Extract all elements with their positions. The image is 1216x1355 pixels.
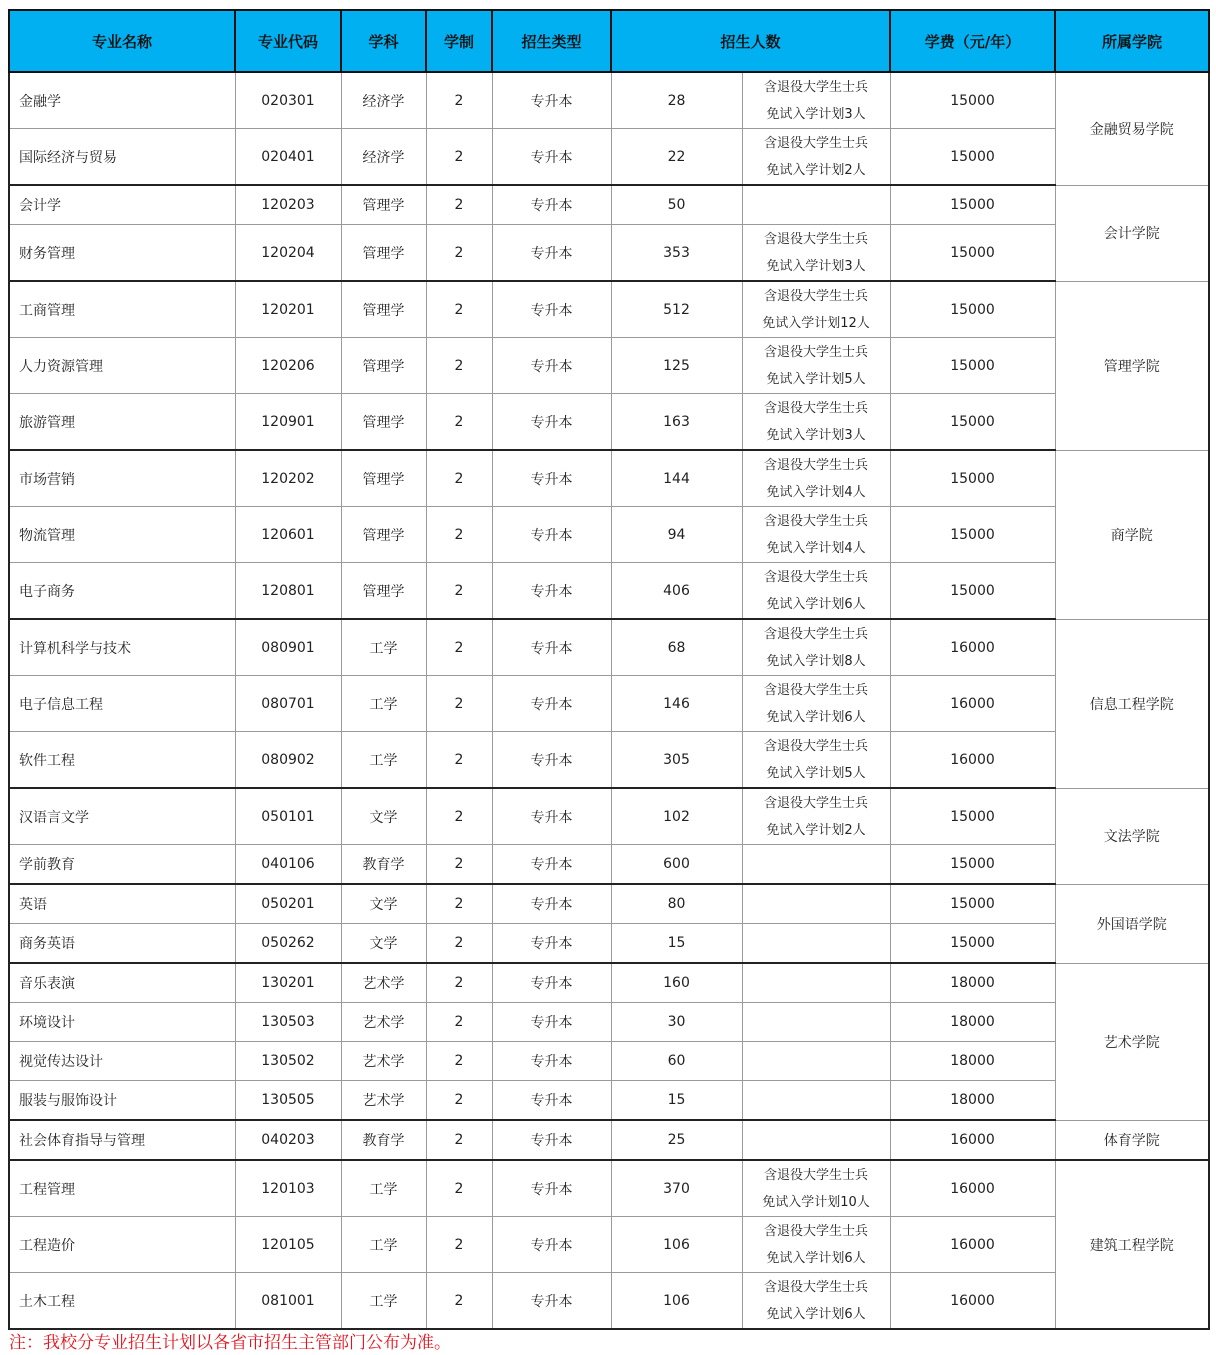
header-college: 所属学院 bbox=[1055, 10, 1209, 72]
veteran-note-cell bbox=[742, 732, 890, 789]
tuition-cell: 15000 bbox=[890, 394, 1055, 451]
major-code-cell: 080901 bbox=[235, 619, 341, 676]
subject-cell: 工学 bbox=[341, 732, 426, 789]
veteran-note-line: 含退役大学生士兵 bbox=[764, 513, 869, 529]
table-row bbox=[9, 845, 1209, 885]
veteran-note-cell bbox=[742, 450, 890, 507]
veteran-note-cell bbox=[742, 72, 890, 129]
veteran-note-cell bbox=[742, 1120, 890, 1160]
enroll-count-cell: 106 bbox=[611, 1217, 742, 1273]
subject-cell: 教育学 bbox=[341, 1120, 426, 1160]
subject-cell: 教育学 bbox=[341, 845, 426, 885]
major-code-cell: 120103 bbox=[235, 1160, 341, 1217]
duration-cell: 2 bbox=[426, 507, 492, 563]
subject-cell: 管理学 bbox=[341, 507, 426, 563]
table-row bbox=[9, 507, 1209, 563]
duration-cell: 2 bbox=[426, 72, 492, 129]
table-row bbox=[9, 963, 1209, 1003]
enroll-type-cell: 专升本 bbox=[492, 884, 611, 924]
major-code-cell: 130201 bbox=[235, 963, 341, 1003]
duration-cell: 2 bbox=[426, 924, 492, 964]
college-cell: 金融贸易学院 bbox=[1055, 72, 1209, 185]
enroll-type-cell: 专升本 bbox=[492, 676, 611, 732]
table-row bbox=[9, 394, 1209, 451]
college-cell: 商学院 bbox=[1055, 450, 1209, 619]
tuition-cell: 15000 bbox=[890, 338, 1055, 394]
enrollment-plan-table bbox=[8, 9, 1210, 1330]
major-name-cell: 土木工程 bbox=[9, 1273, 235, 1330]
major-code-cell: 120203 bbox=[235, 185, 341, 225]
major-code-cell: 130502 bbox=[235, 1042, 341, 1081]
major-name-cell: 会计学 bbox=[9, 185, 235, 225]
college-cell: 文法学院 bbox=[1055, 788, 1209, 884]
major-name-cell: 电子商务 bbox=[9, 563, 235, 620]
veteran-note-line: 免试入学计划5人 bbox=[766, 371, 866, 387]
enroll-type-cell: 专升本 bbox=[492, 338, 611, 394]
college-cell: 体育学院 bbox=[1055, 1120, 1209, 1160]
table-row bbox=[9, 1217, 1209, 1273]
duration-cell: 2 bbox=[426, 845, 492, 885]
major-name-cell: 软件工程 bbox=[9, 732, 235, 789]
header-enroll-type: 招生类型 bbox=[492, 10, 611, 72]
veteran-note-line: 含退役大学生士兵 bbox=[764, 1167, 869, 1183]
major-code-cell: 120901 bbox=[235, 394, 341, 451]
table-row bbox=[9, 788, 1209, 845]
veteran-note-line: 免试入学计划4人 bbox=[766, 540, 866, 556]
table-row bbox=[9, 1003, 1209, 1042]
major-name-cell: 商务英语 bbox=[9, 924, 235, 964]
enroll-type-cell: 专升本 bbox=[492, 1042, 611, 1081]
enroll-type-cell: 专升本 bbox=[492, 563, 611, 620]
duration-cell: 2 bbox=[426, 450, 492, 507]
enroll-type-cell: 专升本 bbox=[492, 924, 611, 964]
major-code-cell: 120601 bbox=[235, 507, 341, 563]
veteran-note-cell bbox=[742, 676, 890, 732]
subject-cell: 文学 bbox=[341, 788, 426, 845]
enroll-count-cell: 370 bbox=[611, 1160, 742, 1217]
duration-cell: 2 bbox=[426, 129, 492, 186]
tuition-cell: 16000 bbox=[890, 1273, 1055, 1330]
duration-cell: 2 bbox=[426, 1160, 492, 1217]
major-name-cell: 音乐表演 bbox=[9, 963, 235, 1003]
subject-cell: 艺术学 bbox=[341, 1081, 426, 1121]
veteran-note-cell bbox=[742, 1081, 890, 1121]
veteran-note-line: 免试入学计划2人 bbox=[766, 162, 866, 178]
tuition-cell: 15000 bbox=[890, 845, 1055, 885]
enroll-type-cell: 专升本 bbox=[492, 1217, 611, 1273]
subject-cell: 管理学 bbox=[341, 281, 426, 338]
duration-cell: 2 bbox=[426, 884, 492, 924]
enroll-type-cell: 专升本 bbox=[492, 394, 611, 451]
veteran-note-cell bbox=[742, 338, 890, 394]
veteran-note-cell bbox=[742, 845, 890, 885]
subject-cell: 文学 bbox=[341, 924, 426, 964]
header-major-code: 专业代码 bbox=[235, 10, 341, 72]
tuition-cell: 16000 bbox=[890, 1160, 1055, 1217]
major-name-cell: 国际经济与贸易 bbox=[9, 129, 235, 186]
enroll-count-cell: 15 bbox=[611, 924, 742, 964]
veteran-note-line: 免试入学计划6人 bbox=[766, 1250, 866, 1266]
enroll-count-cell: 22 bbox=[611, 129, 742, 186]
enroll-type-cell: 专升本 bbox=[492, 788, 611, 845]
subject-cell: 管理学 bbox=[341, 563, 426, 620]
veteran-note-line: 含退役大学生士兵 bbox=[764, 288, 869, 304]
veteran-note-line: 免试入学计划8人 bbox=[766, 653, 866, 669]
college-cell: 会计学院 bbox=[1055, 185, 1209, 281]
enroll-count-cell: 512 bbox=[611, 281, 742, 338]
duration-cell: 2 bbox=[426, 1217, 492, 1273]
duration-cell: 2 bbox=[426, 394, 492, 451]
enroll-count-cell: 94 bbox=[611, 507, 742, 563]
enroll-count-cell: 68 bbox=[611, 619, 742, 676]
major-code-cell: 080701 bbox=[235, 676, 341, 732]
enroll-count-cell: 144 bbox=[611, 450, 742, 507]
duration-cell: 2 bbox=[426, 1003, 492, 1042]
header-duration: 学制 bbox=[426, 10, 492, 72]
subject-cell: 艺术学 bbox=[341, 963, 426, 1003]
tuition-cell: 18000 bbox=[890, 1081, 1055, 1121]
major-code-cell: 120206 bbox=[235, 338, 341, 394]
subject-cell: 管理学 bbox=[341, 394, 426, 451]
enroll-count-cell: 25 bbox=[611, 1120, 742, 1160]
duration-cell: 2 bbox=[426, 1042, 492, 1081]
table-row bbox=[9, 884, 1209, 924]
veteran-note-cell bbox=[742, 225, 890, 282]
enroll-count-cell: 163 bbox=[611, 394, 742, 451]
major-code-cell: 120202 bbox=[235, 450, 341, 507]
major-code-cell: 081001 bbox=[235, 1273, 341, 1330]
veteran-note-cell bbox=[742, 788, 890, 845]
tuition-cell: 16000 bbox=[890, 1217, 1055, 1273]
enroll-type-cell: 专升本 bbox=[492, 1160, 611, 1217]
subject-cell: 工学 bbox=[341, 1217, 426, 1273]
enroll-count-cell: 125 bbox=[611, 338, 742, 394]
enroll-type-cell: 专升本 bbox=[492, 185, 611, 225]
major-code-cell: 050201 bbox=[235, 884, 341, 924]
tuition-cell: 15000 bbox=[890, 563, 1055, 620]
major-code-cell: 080902 bbox=[235, 732, 341, 789]
enroll-type-cell: 专升本 bbox=[492, 845, 611, 885]
duration-cell: 2 bbox=[426, 1273, 492, 1330]
veteran-note-line: 免试入学计划3人 bbox=[766, 258, 866, 274]
enroll-count-cell: 106 bbox=[611, 1273, 742, 1330]
major-code-cell: 130503 bbox=[235, 1003, 341, 1042]
veteran-note-cell bbox=[742, 281, 890, 338]
table-row bbox=[9, 338, 1209, 394]
veteran-note-cell bbox=[742, 884, 890, 924]
major-name-cell: 财务管理 bbox=[9, 225, 235, 282]
table-row bbox=[9, 1081, 1209, 1121]
veteran-note-cell bbox=[742, 1160, 890, 1217]
enroll-type-cell: 专升本 bbox=[492, 1120, 611, 1160]
college-cell: 信息工程学院 bbox=[1055, 619, 1209, 788]
table-header-row bbox=[9, 10, 1209, 72]
veteran-note-line: 免试入学计划10人 bbox=[762, 1194, 870, 1210]
major-code-cell: 020401 bbox=[235, 129, 341, 186]
major-name-cell: 人力资源管理 bbox=[9, 338, 235, 394]
major-name-cell: 电子信息工程 bbox=[9, 676, 235, 732]
major-code-cell: 050101 bbox=[235, 788, 341, 845]
tuition-cell: 15000 bbox=[890, 924, 1055, 964]
enroll-count-cell: 406 bbox=[611, 563, 742, 620]
enroll-count-cell: 160 bbox=[611, 963, 742, 1003]
veteran-note-line: 含退役大学生士兵 bbox=[764, 400, 869, 416]
tuition-cell: 16000 bbox=[890, 619, 1055, 676]
major-code-cell: 040106 bbox=[235, 845, 341, 885]
tuition-cell: 15000 bbox=[890, 788, 1055, 845]
major-code-cell: 050262 bbox=[235, 924, 341, 964]
table-row bbox=[9, 1160, 1209, 1217]
table-row bbox=[9, 129, 1209, 186]
tuition-cell: 15000 bbox=[890, 225, 1055, 282]
enroll-count-cell: 102 bbox=[611, 788, 742, 845]
table-body bbox=[9, 72, 1209, 1329]
veteran-note-line: 含退役大学生士兵 bbox=[764, 626, 869, 642]
subject-cell: 文学 bbox=[341, 884, 426, 924]
enroll-count-cell: 305 bbox=[611, 732, 742, 789]
enroll-type-cell: 专升本 bbox=[492, 225, 611, 282]
tuition-cell: 15000 bbox=[890, 72, 1055, 129]
college-cell: 建筑工程学院 bbox=[1055, 1160, 1209, 1329]
major-name-cell: 工程造价 bbox=[9, 1217, 235, 1273]
major-name-cell: 服装与服饰设计 bbox=[9, 1081, 235, 1121]
tuition-cell: 15000 bbox=[890, 185, 1055, 225]
header-enroll-count: 招生人数 bbox=[611, 10, 890, 72]
duration-cell: 2 bbox=[426, 1120, 492, 1160]
enroll-type-cell: 专升本 bbox=[492, 507, 611, 563]
veteran-note-line: 含退役大学生士兵 bbox=[764, 1223, 869, 1239]
enroll-type-cell: 专升本 bbox=[492, 1273, 611, 1330]
enroll-count-cell: 30 bbox=[611, 1003, 742, 1042]
enroll-type-cell: 专升本 bbox=[492, 129, 611, 186]
enroll-type-cell: 专升本 bbox=[492, 732, 611, 789]
table-row bbox=[9, 72, 1209, 129]
major-code-cell: 120105 bbox=[235, 1217, 341, 1273]
veteran-note-cell bbox=[742, 619, 890, 676]
enroll-count-cell: 80 bbox=[611, 884, 742, 924]
subject-cell: 工学 bbox=[341, 676, 426, 732]
veteran-note-line: 含退役大学生士兵 bbox=[764, 79, 869, 95]
enroll-count-cell: 50 bbox=[611, 185, 742, 225]
subject-cell: 管理学 bbox=[341, 185, 426, 225]
duration-cell: 2 bbox=[426, 732, 492, 789]
subject-cell: 经济学 bbox=[341, 129, 426, 186]
veteran-note-line: 免试入学计划12人 bbox=[762, 315, 870, 331]
enroll-type-cell: 专升本 bbox=[492, 281, 611, 338]
table-row bbox=[9, 1120, 1209, 1160]
major-name-cell: 旅游管理 bbox=[9, 394, 235, 451]
duration-cell: 2 bbox=[426, 563, 492, 620]
major-code-cell: 020301 bbox=[235, 72, 341, 129]
veteran-note-cell bbox=[742, 1042, 890, 1081]
major-name-cell: 金融学 bbox=[9, 72, 235, 129]
veteran-note-cell bbox=[742, 963, 890, 1003]
college-cell: 艺术学院 bbox=[1055, 963, 1209, 1120]
table-row bbox=[9, 619, 1209, 676]
veteran-note-cell bbox=[742, 1003, 890, 1042]
table-row bbox=[9, 732, 1209, 789]
veteran-note-line: 免试入学计划4人 bbox=[766, 484, 866, 500]
table-row bbox=[9, 676, 1209, 732]
enroll-type-cell: 专升本 bbox=[492, 963, 611, 1003]
tuition-cell: 18000 bbox=[890, 963, 1055, 1003]
veteran-note-cell bbox=[742, 563, 890, 620]
veteran-note-line: 含退役大学生士兵 bbox=[764, 135, 869, 151]
veteran-note-line: 含退役大学生士兵 bbox=[764, 682, 869, 698]
college-cell: 管理学院 bbox=[1055, 281, 1209, 450]
major-name-cell: 学前教育 bbox=[9, 845, 235, 885]
veteran-note-cell bbox=[742, 185, 890, 225]
veteran-note-line: 含退役大学生士兵 bbox=[764, 1279, 869, 1295]
major-code-cell: 040203 bbox=[235, 1120, 341, 1160]
header-tuition: 学费（元/年） bbox=[890, 10, 1055, 72]
major-name-cell: 英语 bbox=[9, 884, 235, 924]
college-cell: 外国语学院 bbox=[1055, 884, 1209, 963]
subject-cell: 工学 bbox=[341, 1160, 426, 1217]
tuition-cell: 15000 bbox=[890, 884, 1055, 924]
table-row bbox=[9, 1273, 1209, 1330]
veteran-note-line: 免试入学计划3人 bbox=[766, 106, 866, 122]
duration-cell: 2 bbox=[426, 185, 492, 225]
duration-cell: 2 bbox=[426, 676, 492, 732]
veteran-note-line: 免试入学计划2人 bbox=[766, 822, 866, 838]
subject-cell: 管理学 bbox=[341, 225, 426, 282]
veteran-note-cell bbox=[742, 1217, 890, 1273]
enroll-count-cell: 353 bbox=[611, 225, 742, 282]
veteran-note-line: 免试入学计划6人 bbox=[766, 709, 866, 725]
table-row bbox=[9, 185, 1209, 225]
tuition-cell: 18000 bbox=[890, 1003, 1055, 1042]
table-row bbox=[9, 1042, 1209, 1081]
duration-cell: 2 bbox=[426, 1081, 492, 1121]
major-code-cell: 120204 bbox=[235, 225, 341, 282]
table-row bbox=[9, 563, 1209, 620]
tuition-cell: 15000 bbox=[890, 450, 1055, 507]
major-name-cell: 社会体育指导与管理 bbox=[9, 1120, 235, 1160]
header-major-name: 专业名称 bbox=[9, 10, 235, 72]
major-name-cell: 工商管理 bbox=[9, 281, 235, 338]
table-row bbox=[9, 225, 1209, 282]
tuition-cell: 15000 bbox=[890, 281, 1055, 338]
veteran-note-cell bbox=[742, 924, 890, 964]
subject-cell: 工学 bbox=[341, 1273, 426, 1330]
header-subject: 学科 bbox=[341, 10, 426, 72]
veteran-note-line: 含退役大学生士兵 bbox=[764, 795, 869, 811]
table-row bbox=[9, 450, 1209, 507]
duration-cell: 2 bbox=[426, 225, 492, 282]
veteran-note-line: 含退役大学生士兵 bbox=[764, 457, 869, 473]
tuition-cell: 16000 bbox=[890, 676, 1055, 732]
veteran-note-line: 免试入学计划6人 bbox=[766, 1306, 866, 1322]
subject-cell: 艺术学 bbox=[341, 1042, 426, 1081]
subject-cell: 经济学 bbox=[341, 72, 426, 129]
veteran-note-line: 免试入学计划6人 bbox=[766, 596, 866, 612]
tuition-cell: 18000 bbox=[890, 1042, 1055, 1081]
major-name-cell: 计算机科学与技术 bbox=[9, 619, 235, 676]
enroll-type-cell: 专升本 bbox=[492, 619, 611, 676]
enroll-type-cell: 专升本 bbox=[492, 450, 611, 507]
enroll-type-cell: 专升本 bbox=[492, 1081, 611, 1121]
veteran-note-line: 含退役大学生士兵 bbox=[764, 344, 869, 360]
subject-cell: 工学 bbox=[341, 619, 426, 676]
subject-cell: 艺术学 bbox=[341, 1003, 426, 1042]
veteran-note-line: 含退役大学生士兵 bbox=[764, 569, 869, 585]
tuition-cell: 15000 bbox=[890, 507, 1055, 563]
subject-cell: 管理学 bbox=[341, 338, 426, 394]
enroll-count-cell: 60 bbox=[611, 1042, 742, 1081]
major-name-cell: 视觉传达设计 bbox=[9, 1042, 235, 1081]
tuition-cell: 15000 bbox=[890, 129, 1055, 186]
major-name-cell: 汉语言文学 bbox=[9, 788, 235, 845]
veteran-note-cell bbox=[742, 129, 890, 186]
major-name-cell: 物流管理 bbox=[9, 507, 235, 563]
major-code-cell: 120201 bbox=[235, 281, 341, 338]
enroll-count-cell: 28 bbox=[611, 72, 742, 129]
duration-cell: 2 bbox=[426, 963, 492, 1003]
enroll-count-cell: 146 bbox=[611, 676, 742, 732]
table-row bbox=[9, 281, 1209, 338]
subject-cell: 管理学 bbox=[341, 450, 426, 507]
major-name-cell: 市场营销 bbox=[9, 450, 235, 507]
duration-cell: 2 bbox=[426, 281, 492, 338]
duration-cell: 2 bbox=[426, 338, 492, 394]
enroll-count-cell: 600 bbox=[611, 845, 742, 885]
veteran-note-line: 免试入学计划5人 bbox=[766, 765, 866, 781]
major-code-cell: 130505 bbox=[235, 1081, 341, 1121]
enroll-type-cell: 专升本 bbox=[492, 72, 611, 129]
veteran-note-line: 含退役大学生士兵 bbox=[764, 738, 869, 754]
footnote: 注：我校分专业招生计划以各省市招生主管部门公布为准。 bbox=[9, 1333, 451, 1353]
veteran-note-line: 含退役大学生士兵 bbox=[764, 231, 869, 247]
enroll-count-cell: 15 bbox=[611, 1081, 742, 1121]
duration-cell: 2 bbox=[426, 619, 492, 676]
enroll-type-cell: 专升本 bbox=[492, 1003, 611, 1042]
veteran-note-cell bbox=[742, 507, 890, 563]
veteran-note-cell bbox=[742, 1273, 890, 1330]
veteran-note-cell bbox=[742, 394, 890, 451]
tuition-cell: 16000 bbox=[890, 732, 1055, 789]
table-row bbox=[9, 924, 1209, 964]
major-name-cell: 工程管理 bbox=[9, 1160, 235, 1217]
major-code-cell: 120801 bbox=[235, 563, 341, 620]
veteran-note-line: 免试入学计划3人 bbox=[766, 427, 866, 443]
major-name-cell: 环境设计 bbox=[9, 1003, 235, 1042]
duration-cell: 2 bbox=[426, 788, 492, 845]
tuition-cell: 16000 bbox=[890, 1120, 1055, 1160]
